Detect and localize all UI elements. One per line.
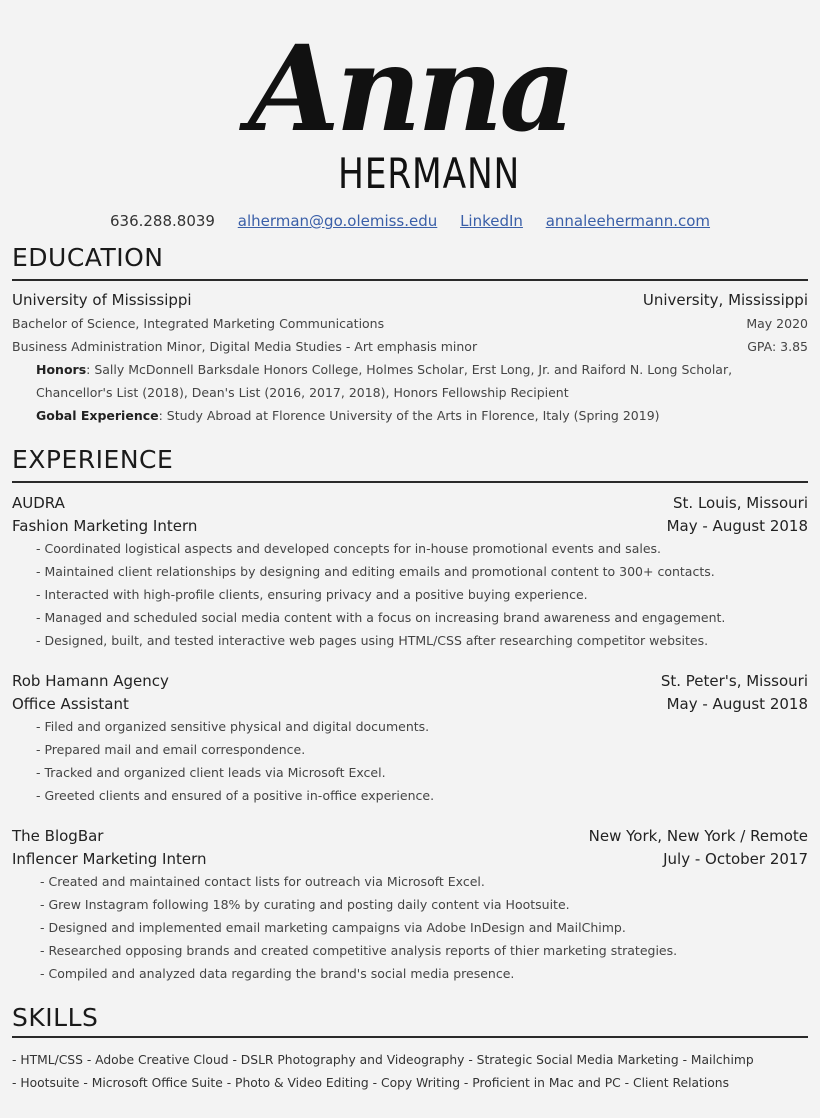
job-bullet: - Designed and implemented email marketing campaigns via Adobe InDesign and MailChimp.: [40, 920, 626, 935]
phone-number: 636.288.8039: [109, 212, 215, 230]
education-divider: [12, 279, 808, 281]
job-company: The BlogBar: [12, 827, 104, 845]
minor: Business Administration Minor, Digital Media Studies - Art emphasis minor: [12, 339, 478, 354]
contact-line: [0, 210, 820, 232]
school-location: University, Mississippi: [642, 291, 808, 309]
job-bullet: - Greeted clients and ensured of a positive in-office experience.: [36, 788, 435, 803]
website-link[interactable]: annaleehermann.com: [545, 212, 711, 230]
job-role-row: [12, 693, 808, 715]
job-company-row: [12, 825, 808, 847]
degree: Bachelor of Science, Integrated Marketing Communications: [12, 316, 385, 331]
honors-label: Honors: [36, 362, 87, 377]
job-company: Rob Hamann Agency: [12, 672, 169, 690]
job-bullet: - Researched opposing brands and created competitive analysis reports of thier marketing strategies.: [40, 943, 678, 958]
email-link[interactable]: alherman@go.olemiss.edu: [237, 212, 438, 230]
job-dates: July - October 2017: [663, 850, 808, 868]
job-bullet: - Filed and organized sensitive physical and digital documents.: [36, 719, 430, 734]
job-bullet: - Managed and scheduled social media content with a focus on increasing brand awareness and engagement.: [36, 610, 726, 625]
gpa: GPA: 3.85: [747, 339, 808, 354]
job-bullet: - Compiled and analyzed data regarding the brand's social media presence.: [40, 966, 515, 981]
logo-last-name: HERMANN: [338, 149, 521, 198]
job-bullet: - Grew Instagram following 18% by curating and posting daily content via Hootsuite.: [40, 897, 570, 912]
job-bullet: - Prepared mail and email correspondence.: [36, 742, 306, 757]
graduation-date: May 2020: [746, 316, 808, 331]
education-degree-row: [12, 314, 808, 334]
job-bullet: - Coordinated logistical aspects and developed concepts for in-house promotional events and sales.: [36, 541, 662, 556]
job-role-row: [12, 515, 808, 537]
global-experience-label: Gobal Experience: [36, 408, 159, 423]
job-location: St. Peter's, Missouri: [660, 672, 808, 690]
skills-line: - HTML/CSS - Adobe Creative Cloud - DSLR Photography and Videography - Strategic Social Media Marketing - Mailchimp: [12, 1053, 754, 1067]
honors-text: : Sally McDonnell Barksdale Honors College, Holmes Scholar, Erst Long, Jr. and Raiford N. Long Scholar,: [86, 362, 733, 377]
job-company-row: [12, 492, 808, 514]
job-bullet: - Created and maintained contact lists for outreach via Microsoft Excel.: [40, 874, 485, 889]
job-dates: May - August 2018: [666, 517, 808, 535]
education-school-row: [12, 289, 808, 311]
global-experience-text: : Study Abroad at Florence University of the Arts in Florence, Italy (Spring 2019): [158, 408, 660, 423]
job-role: Inflencer Marketing Intern: [12, 850, 207, 868]
experience-heading: EXPERIENCE: [12, 445, 174, 474]
skills-line: - Hootsuite - Microsoft Office Suite - Photo & Video Editing - Copy Writing - Proficient in Mac and PC - Client Relations: [12, 1076, 729, 1090]
job-bullet: - Tracked and organized client leads via Microsoft Excel.: [36, 765, 386, 780]
logo-first-name: Anna: [248, 19, 572, 158]
job-company: AUDRA: [12, 494, 65, 512]
skills-heading: SKILLS: [12, 1003, 99, 1032]
job-location: St. Louis, Missouri: [673, 494, 808, 512]
job-company-row: [12, 670, 808, 692]
skills-divider: [12, 1036, 808, 1038]
linkedin-link[interactable]: LinkedIn: [460, 212, 523, 230]
experience-divider: [12, 481, 808, 483]
job-role: Office Assistant: [12, 695, 129, 713]
school-name: University of Mississippi: [12, 291, 192, 309]
name-logo: [0, 0, 820, 210]
job-bullet: - Interacted with high-profile clients, ensuring privacy and a positive buying experience.: [36, 587, 588, 602]
global-experience-line: [36, 406, 660, 426]
job-location: New York, New York / Remote: [588, 827, 808, 845]
education-heading: EDUCATION: [12, 243, 164, 272]
honors-line: [36, 360, 732, 380]
job-dates: May - August 2018: [666, 695, 808, 713]
job-bullet: - Designed, built, and tested interactive web pages using HTML/CSS after researching competitor websites.: [36, 633, 709, 648]
education-minor-row: [12, 337, 808, 357]
job-bullet: - Maintained client relationships by designing and editing emails and promotional content to 300+ contacts.: [36, 564, 715, 579]
honors-line-2: Chancellor's List (2018), Dean's List (2016, 2017, 2018), Honors Fellowship Recipient: [36, 385, 569, 400]
job-role: Fashion Marketing Intern: [12, 517, 198, 535]
job-role-row: [12, 848, 808, 870]
